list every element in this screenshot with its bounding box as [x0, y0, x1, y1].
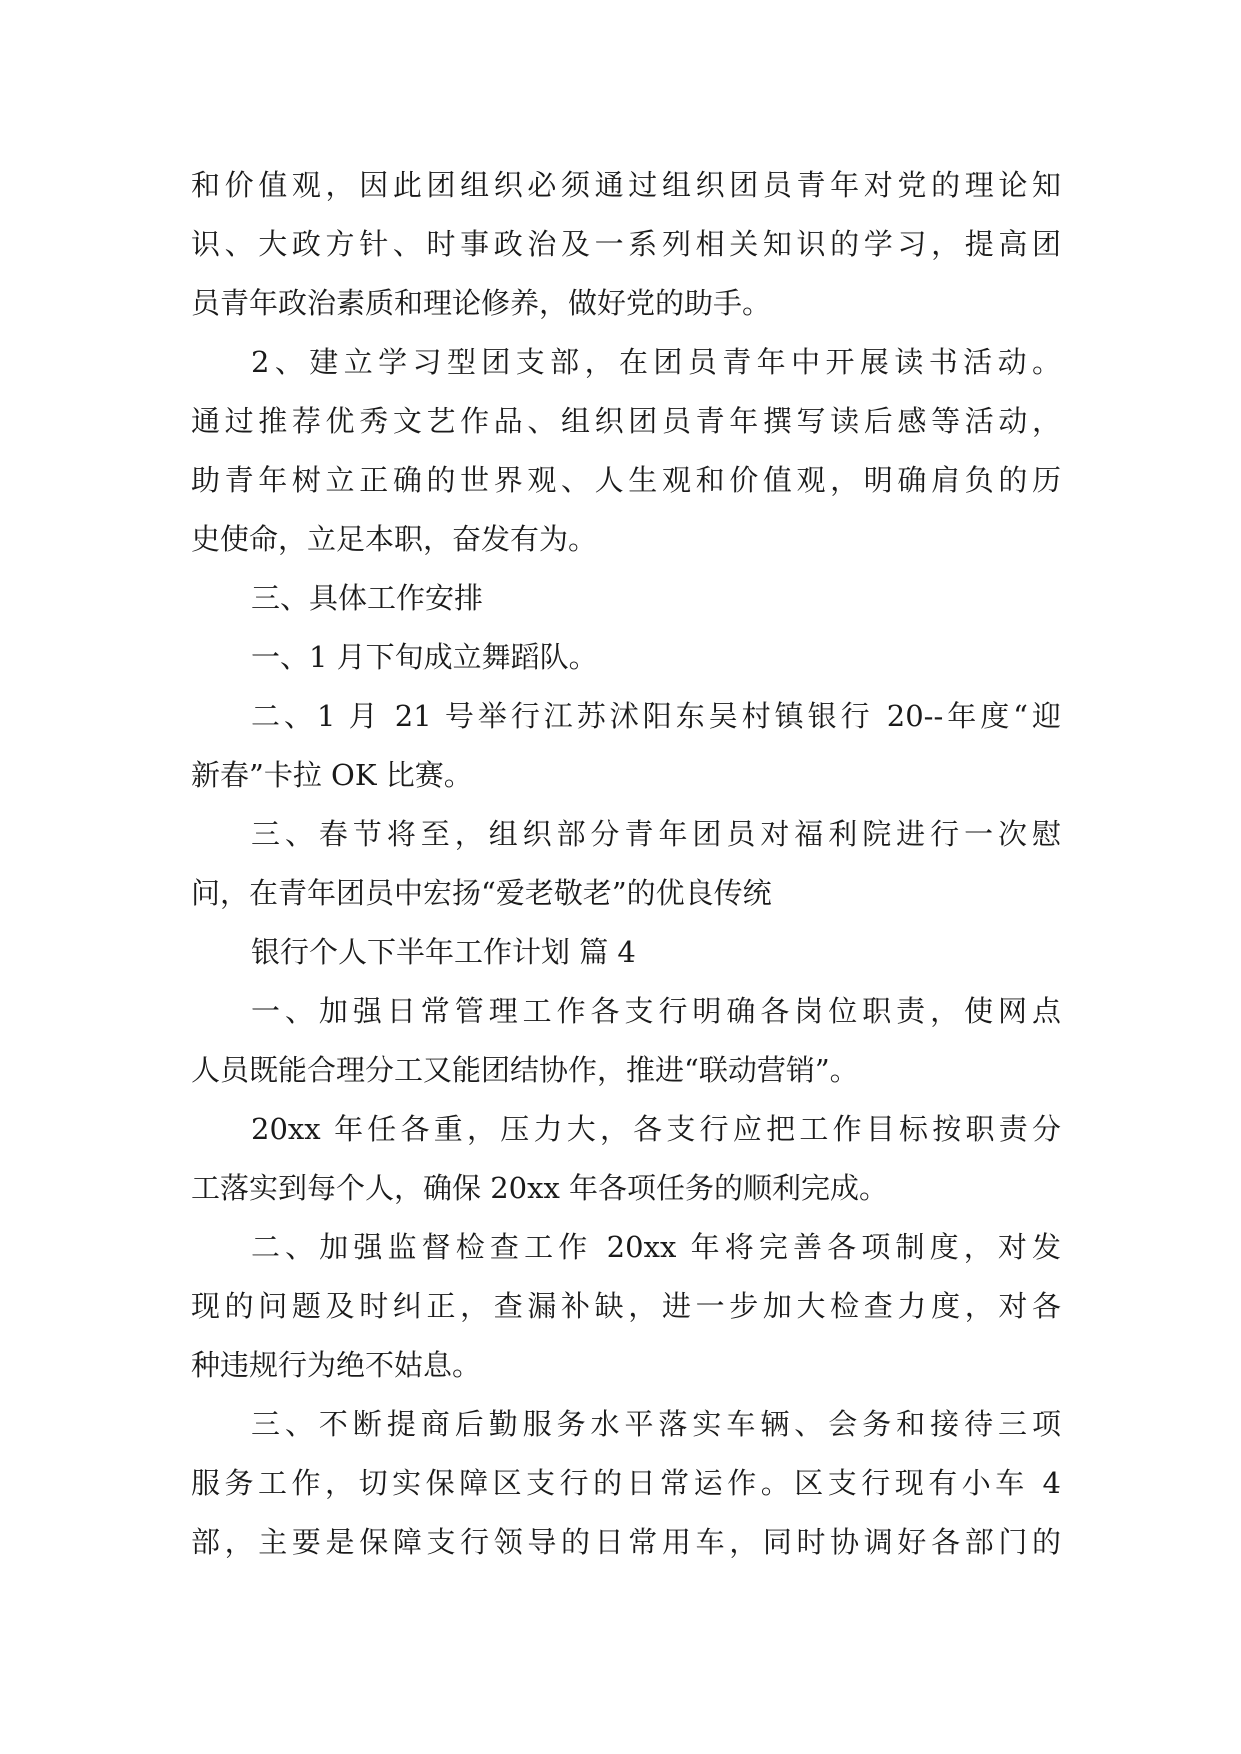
text-line: 二、加强监督检查工作 20xx 年将完善各项制度，对发: [251, 1230, 1061, 1264]
text-line: 二、1 月 21 号举行江苏沭阳东吴村镇银行 20--年度“迎: [251, 699, 1061, 733]
text-line: 一、加强日常管理工作各支行明确各岗位职责，使网点: [251, 994, 1061, 1028]
text-line: 新春”卡拉 OK 比赛。: [191, 758, 473, 792]
text-line: 史使命，立足本职，奋发有为。: [191, 522, 598, 556]
text-line: 部，主要是保障支行领导的日常用车，同时协调好各部门的: [191, 1525, 1061, 1559]
text-line: 三、不断提商后勤服务水平落实车辆、会务和接待三项: [251, 1407, 1061, 1441]
text-line: 识、大政方针、时事政治及一系列相关知识的学习，提高团: [191, 227, 1061, 261]
text-line: 服务工作，切实保障区支行的日常运作。区支行现有小车 4: [191, 1466, 1061, 1500]
text-line: 助青年树立正确的世界观、人生观和价值观，明确肩负的历: [191, 463, 1061, 497]
text-line: 20xx 年任各重，压力大，各支行应把工作目标按职责分: [251, 1112, 1061, 1146]
text-line: 一、1 月下旬成立舞蹈队。: [251, 640, 598, 674]
text-line: 现的问题及时纠正，查漏补缺，进一步加大检查力度，对各: [191, 1289, 1061, 1323]
section-heading: 银行个人下半年工作计划 篇 4: [251, 935, 636, 969]
text-line: 三、春节将至，组织部分青年团员对福利院进行一次慰: [251, 817, 1061, 851]
text-line: 工落实到每个人，确保 20xx 年各项任务的顺利完成。: [191, 1171, 889, 1205]
text-line: 种违规行为绝不姑息。: [191, 1348, 482, 1382]
text-line: 和价值观，因此团组织必须通过组织团员青年对党的理论知: [191, 168, 1061, 202]
section-heading: 三、具体工作安排: [251, 581, 484, 615]
text-line: 人员既能合理分工又能团结协作，推进“联动营销”。: [191, 1053, 859, 1087]
text-line: 员青年政治素质和理论修养，做好党的助手。: [191, 286, 772, 320]
text-line: 2、建立学习型团支部，在团员青年中开展读书活动。: [251, 345, 1061, 379]
text-line: 通过推荐优秀文艺作品、组织团员青年撰写读后感等活动，: [191, 404, 1061, 438]
text-line: 问，在青年团员中宏扬“爱老敬老”的优良传统: [191, 876, 772, 910]
body-text: [191, 156, 1061, 1572]
